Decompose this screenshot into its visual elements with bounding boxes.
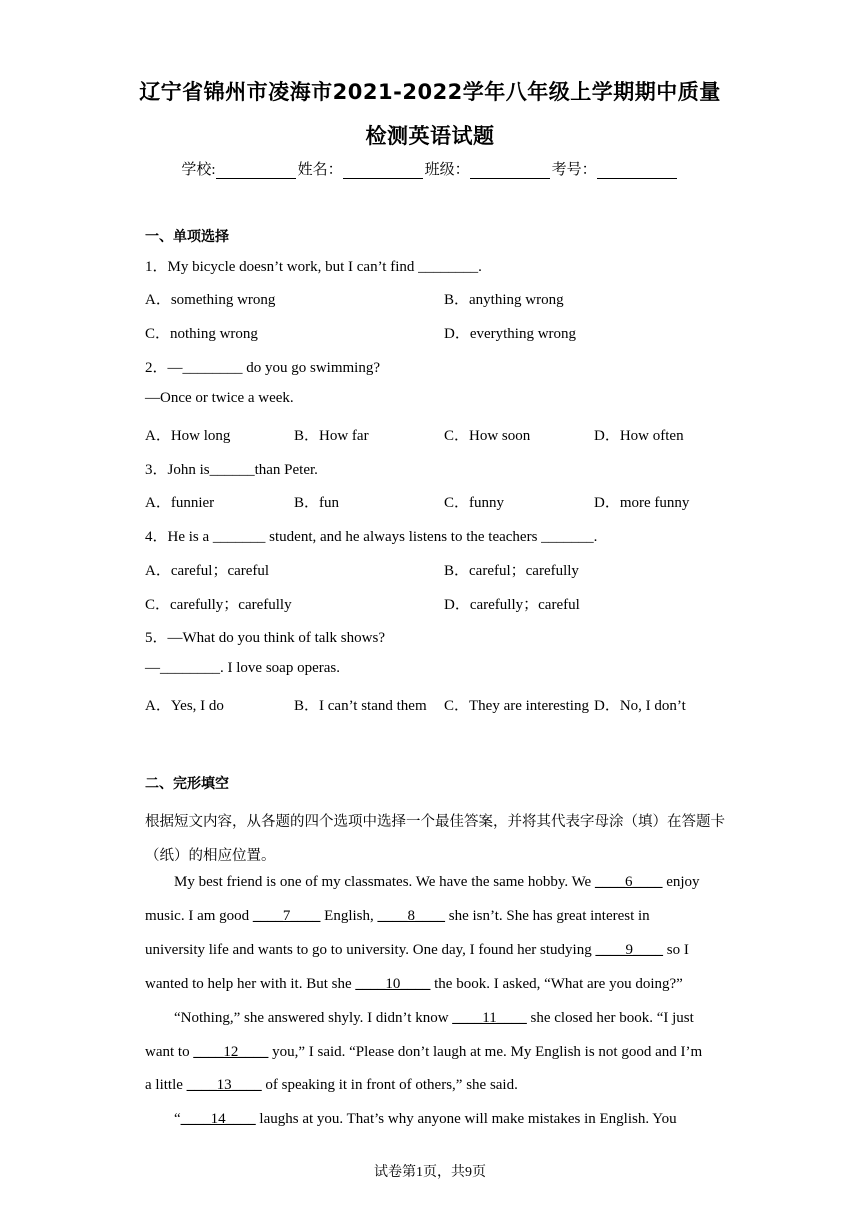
p2-l3b: of speaking it in front of others,” she said.: [261, 1077, 518, 1093]
p3-l1a: “: [174, 1111, 181, 1127]
exam-title-line1: 辽宁省锦州市凌海市2021-2022学年八年级上学期期中质量: [139, 80, 721, 104]
blank-9: ____9____: [595, 942, 663, 958]
name-label: 姓名：: [297, 162, 343, 178]
name-blank[interactable]: [343, 162, 423, 179]
cloze-instruction: 根据短文内容，从各题的四个选项中选择一个最佳答案，并将其代表字母涂（填）在答题卡（纸）的相应位置。: [145, 814, 725, 864]
q2-reply: —Once or twice a week.: [145, 390, 294, 406]
exam-title-line2: 检测英语试题: [365, 124, 495, 148]
section2-heading: 二、完形填空: [145, 776, 229, 792]
p1-l2a: music. I am good: [145, 908, 253, 924]
blank-12: ____12____: [193, 1044, 269, 1060]
blank-7: ____7____: [252, 908, 321, 924]
q3-option-c: C．funny: [444, 495, 505, 511]
q4-option-b: B．careful；carefully: [444, 563, 579, 579]
q1-option-c: C．nothing wrong: [145, 326, 258, 342]
p2-l2a: want to: [145, 1044, 194, 1060]
blank-8: ____8____: [377, 908, 445, 924]
q5-option-c: C．They are interesting: [444, 698, 589, 714]
p1-l1b: enjoy: [662, 874, 700, 890]
q4-option-d: D．carefully；careful: [444, 597, 580, 613]
q4-option-c: C．carefully；carefully: [145, 597, 292, 613]
exam-number-blank[interactable]: [597, 162, 677, 179]
class-label: 班级：: [424, 162, 470, 178]
p2-l1a: “Nothing,” she answered shyly. I didn’t know: [174, 1010, 453, 1026]
school-label: 学校:: [181, 162, 216, 178]
q1-option-d: D．everything wrong: [444, 326, 577, 342]
p1-l3a: university life and wants to go to university. One day, I found her studying: [145, 942, 596, 958]
q2-option-c: C．How soon: [444, 428, 531, 444]
p2-l1b: she closed her book. “I just: [526, 1010, 694, 1026]
section1-heading: 一、单项选择: [145, 229, 229, 245]
p1-l2c: she isn’t. She has great interest in: [445, 908, 650, 924]
q5-option-b: B．I can’t stand them: [294, 698, 427, 714]
q4-stem: 4．He is a _______ student, and he always listens to the teachers _______.: [145, 529, 598, 545]
class-blank[interactable]: [470, 162, 550, 179]
q2-option-a: A．How long: [145, 428, 231, 444]
q4-option-a: A．careful；careful: [145, 563, 270, 579]
blank-14: ____14____: [180, 1111, 256, 1127]
p2-l2b: you,” I said. “Please don’t laugh at me. My English is not good and I’m: [268, 1044, 703, 1060]
q1-stem: 1．My bicycle doesn’t work, but I can’t find ________.: [145, 259, 482, 275]
school-blank[interactable]: [216, 162, 296, 179]
q2-option-b: B．How far: [294, 428, 369, 444]
p1-l4b: the book. I asked, “What are you doing?”: [430, 976, 683, 992]
blank-11: ____11____: [452, 1010, 527, 1026]
passage-p2-line3: [145, 1077, 518, 1094]
student-info-row: [0, 158, 860, 179]
q3-option-a: A．funnier: [145, 495, 215, 511]
passage-p1-line4: [145, 976, 683, 993]
q2-stem: 2．—________ do you go swimming?: [145, 360, 380, 376]
exam-number-label: 考号：: [551, 162, 597, 178]
q5-option-d: D．No, I don’t: [594, 698, 686, 714]
p1-l2b: English,: [320, 908, 378, 924]
q1-option-a: A．something wrong: [145, 292, 276, 308]
p1-l1a: My best friend is one of my classmates. We have the same hobby. We: [174, 874, 595, 890]
p1-l4a: wanted to help her with it. But she: [145, 976, 356, 992]
passage-p2-line1: [174, 1010, 694, 1027]
q3-option-b: B．fun: [294, 495, 340, 511]
passage-p1-line3: [145, 942, 689, 959]
passage-p2-line2: [145, 1044, 702, 1061]
q3-stem: 3．John is______than Peter.: [145, 462, 318, 478]
p1-l3b: so I: [662, 942, 689, 958]
q2-option-d: D．How often: [594, 428, 684, 444]
passage-p1-line2: [145, 908, 650, 925]
passage-p1-line1: [174, 874, 700, 891]
q3-option-d: D．more funny: [594, 495, 690, 511]
blank-6: ____6____: [594, 874, 663, 890]
p3-l1b: laughs at you. That’s why anyone will make mistakes in English. You: [255, 1111, 677, 1127]
q5-stem: 5．—What do you think of talk shows?: [145, 630, 385, 646]
passage-p3-line1: [174, 1111, 677, 1128]
q5-reply: —________. I love soap operas.: [145, 660, 340, 676]
blank-13: ____13____: [186, 1077, 262, 1093]
q1-option-b: B．anything wrong: [444, 292, 564, 308]
blank-10: ____10____: [355, 976, 431, 992]
p2-l3a: a little: [145, 1077, 187, 1093]
page-footer: 试卷第1页，共9页: [374, 1165, 486, 1180]
q5-option-a: A．Yes, I do: [145, 698, 224, 714]
